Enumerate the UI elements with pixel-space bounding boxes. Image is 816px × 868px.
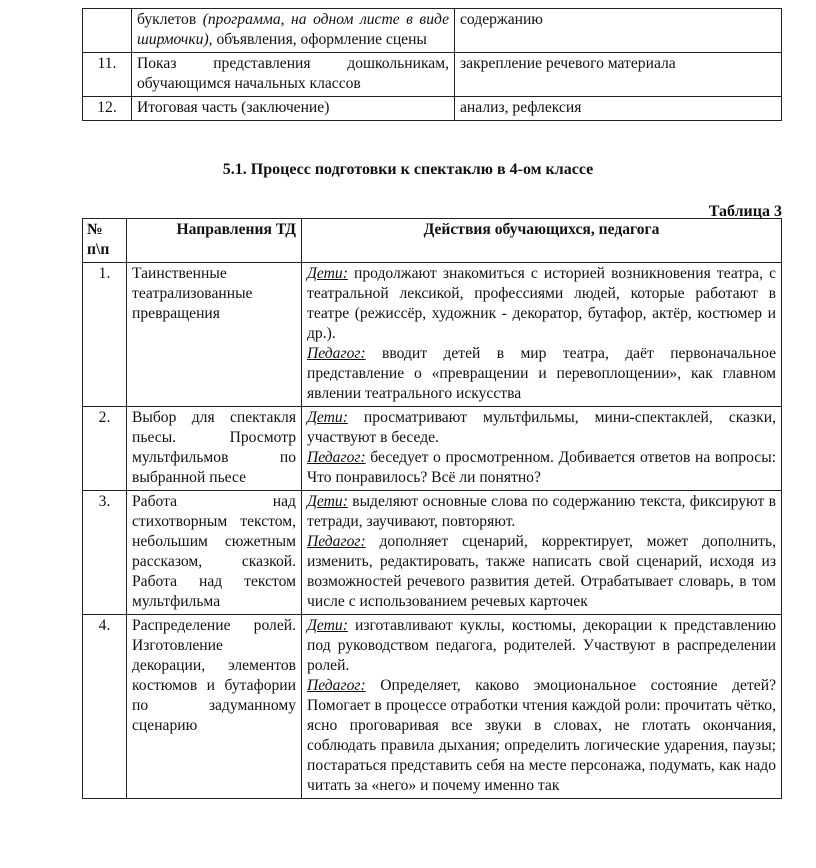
children-actions: [307, 492, 776, 532]
children-label: Дети:: [307, 265, 348, 282]
header-actions: Действия обучающихся, педагога: [302, 219, 782, 263]
children-text: изготавливают куклы, костюмы, декорации к представлению под руководством педагога, родителей. Участвуют в распределении ролей.: [307, 617, 776, 674]
row-number: [83, 9, 132, 53]
table-caption: Таблица 3: [708, 203, 782, 220]
actions-cell: [302, 491, 782, 615]
teacher-text: дополняет сценарий, корректирует, может дополнить, изменить, редактировать, также написать свой сценарий, исходя из возможностей речевого развития детей. Отрабатывает словарь, в том числе с использованием речевых карточек: [307, 533, 776, 610]
children-text: просматривают мультфильмы, мини-спектаклей, сказки, участвуют в беседе.: [307, 409, 776, 446]
section-title: 5.1. Процесс подготовки к спектаклю в 4-ом классе: [222, 161, 594, 178]
teacher-label: Педагог:: [307, 345, 366, 362]
table-row: [83, 407, 782, 491]
direction-cell: Выбор для спектакля пьесы. Просмотр мультфильмов по выбранной пьесе: [127, 407, 302, 491]
stage-description: Итоговая часть (заключение): [132, 97, 455, 121]
children-label: Дети:: [307, 493, 348, 510]
header-direction: Направления ТД: [127, 219, 302, 263]
teacher-text: беседует о просмотренном. Добивается ответов на вопросы: Что понравилось? Всё ли понятно?: [307, 449, 776, 486]
teacher-actions: [307, 676, 776, 796]
children-text: выделяют основные слова по содержанию текста, фиксируют в тетради, заучивают, повторяют.: [307, 493, 776, 530]
stage-text: объявления, оформление сцены: [212, 31, 427, 48]
children-actions: [307, 264, 776, 344]
teacher-actions: [307, 448, 776, 488]
stage-text-italic: (программа, на одном листе в виде ширмочки),: [137, 11, 449, 48]
children-label: Дети:: [307, 617, 348, 634]
teacher-text: вводит детей в мир театра, даёт первоначальное представление о «превращении и перевоплощении», как главном явлении театрального искусства: [307, 345, 776, 402]
actions-cell: [302, 615, 782, 799]
table-row: [83, 491, 782, 615]
direction-cell: Работа над стихотворным текстом, небольшим сюжетным рассказом, сказкой. Работа над текстом мультфильма: [127, 491, 302, 615]
teacher-text: Определяет, каково эмоциональное состояние детей? Помогает в процессе отработки чтения каждой роли: прочитать чётко, ясно проговаривая все звуки в словах, не глотать окончания, соблюдать правила дыхания; определить логические ударения, паузы; постараться представить себя на месте персонажа, подумать, как надо читать за «него» и почему именно так: [307, 677, 776, 794]
table-header-row: [83, 219, 782, 263]
children-label: Дети:: [307, 409, 348, 426]
teacher-actions: [307, 532, 776, 612]
row-number: 12.: [83, 97, 132, 121]
teacher-label: Педагог:: [307, 533, 366, 550]
table-row: [83, 615, 782, 799]
stage-text: буклетов: [137, 11, 203, 28]
teacher-label: Педагог:: [307, 449, 366, 466]
stage-goal: закрепление речевого материала: [455, 53, 782, 97]
stage-description: Показ представления дошкольникам, обучающимся начальных классов: [132, 53, 455, 97]
teacher-label: Педагог:: [307, 677, 366, 694]
direction-cell: Таинственные театрализованные превращения: [127, 263, 302, 407]
table-row: [83, 263, 782, 407]
stage-goal: анализ, рефлексия: [455, 97, 782, 121]
row-number: 3.: [83, 491, 127, 615]
table-row: [83, 53, 782, 97]
row-number: 1.: [83, 263, 127, 407]
actions-cell: [302, 407, 782, 491]
continuation-table: [82, 8, 782, 121]
stage-goal: содержанию: [455, 9, 782, 53]
table-row: [83, 9, 782, 53]
table-row: [83, 97, 782, 121]
actions-cell: [302, 263, 782, 407]
children-text: продолжают знакомиться с историей возникновения театра, с театральной лексикой, профессиями людей, которые работают в театре (режиссёр, художник - декоратор, бутафор, актёр, костюмер и др.).: [307, 265, 776, 342]
stage-description: [132, 9, 455, 53]
children-actions: [307, 616, 776, 676]
direction-cell: Распределение ролей. Изготовление декорации, элементов костюмов и бутафории по задуманному сценарию: [127, 615, 302, 799]
teacher-actions: [307, 344, 776, 404]
row-number: 11.: [83, 53, 132, 97]
preparation-table: [82, 218, 782, 799]
row-number: 2.: [83, 407, 127, 491]
header-number: № п\п: [83, 219, 127, 263]
row-number: 4.: [83, 615, 127, 799]
children-actions: [307, 408, 776, 448]
